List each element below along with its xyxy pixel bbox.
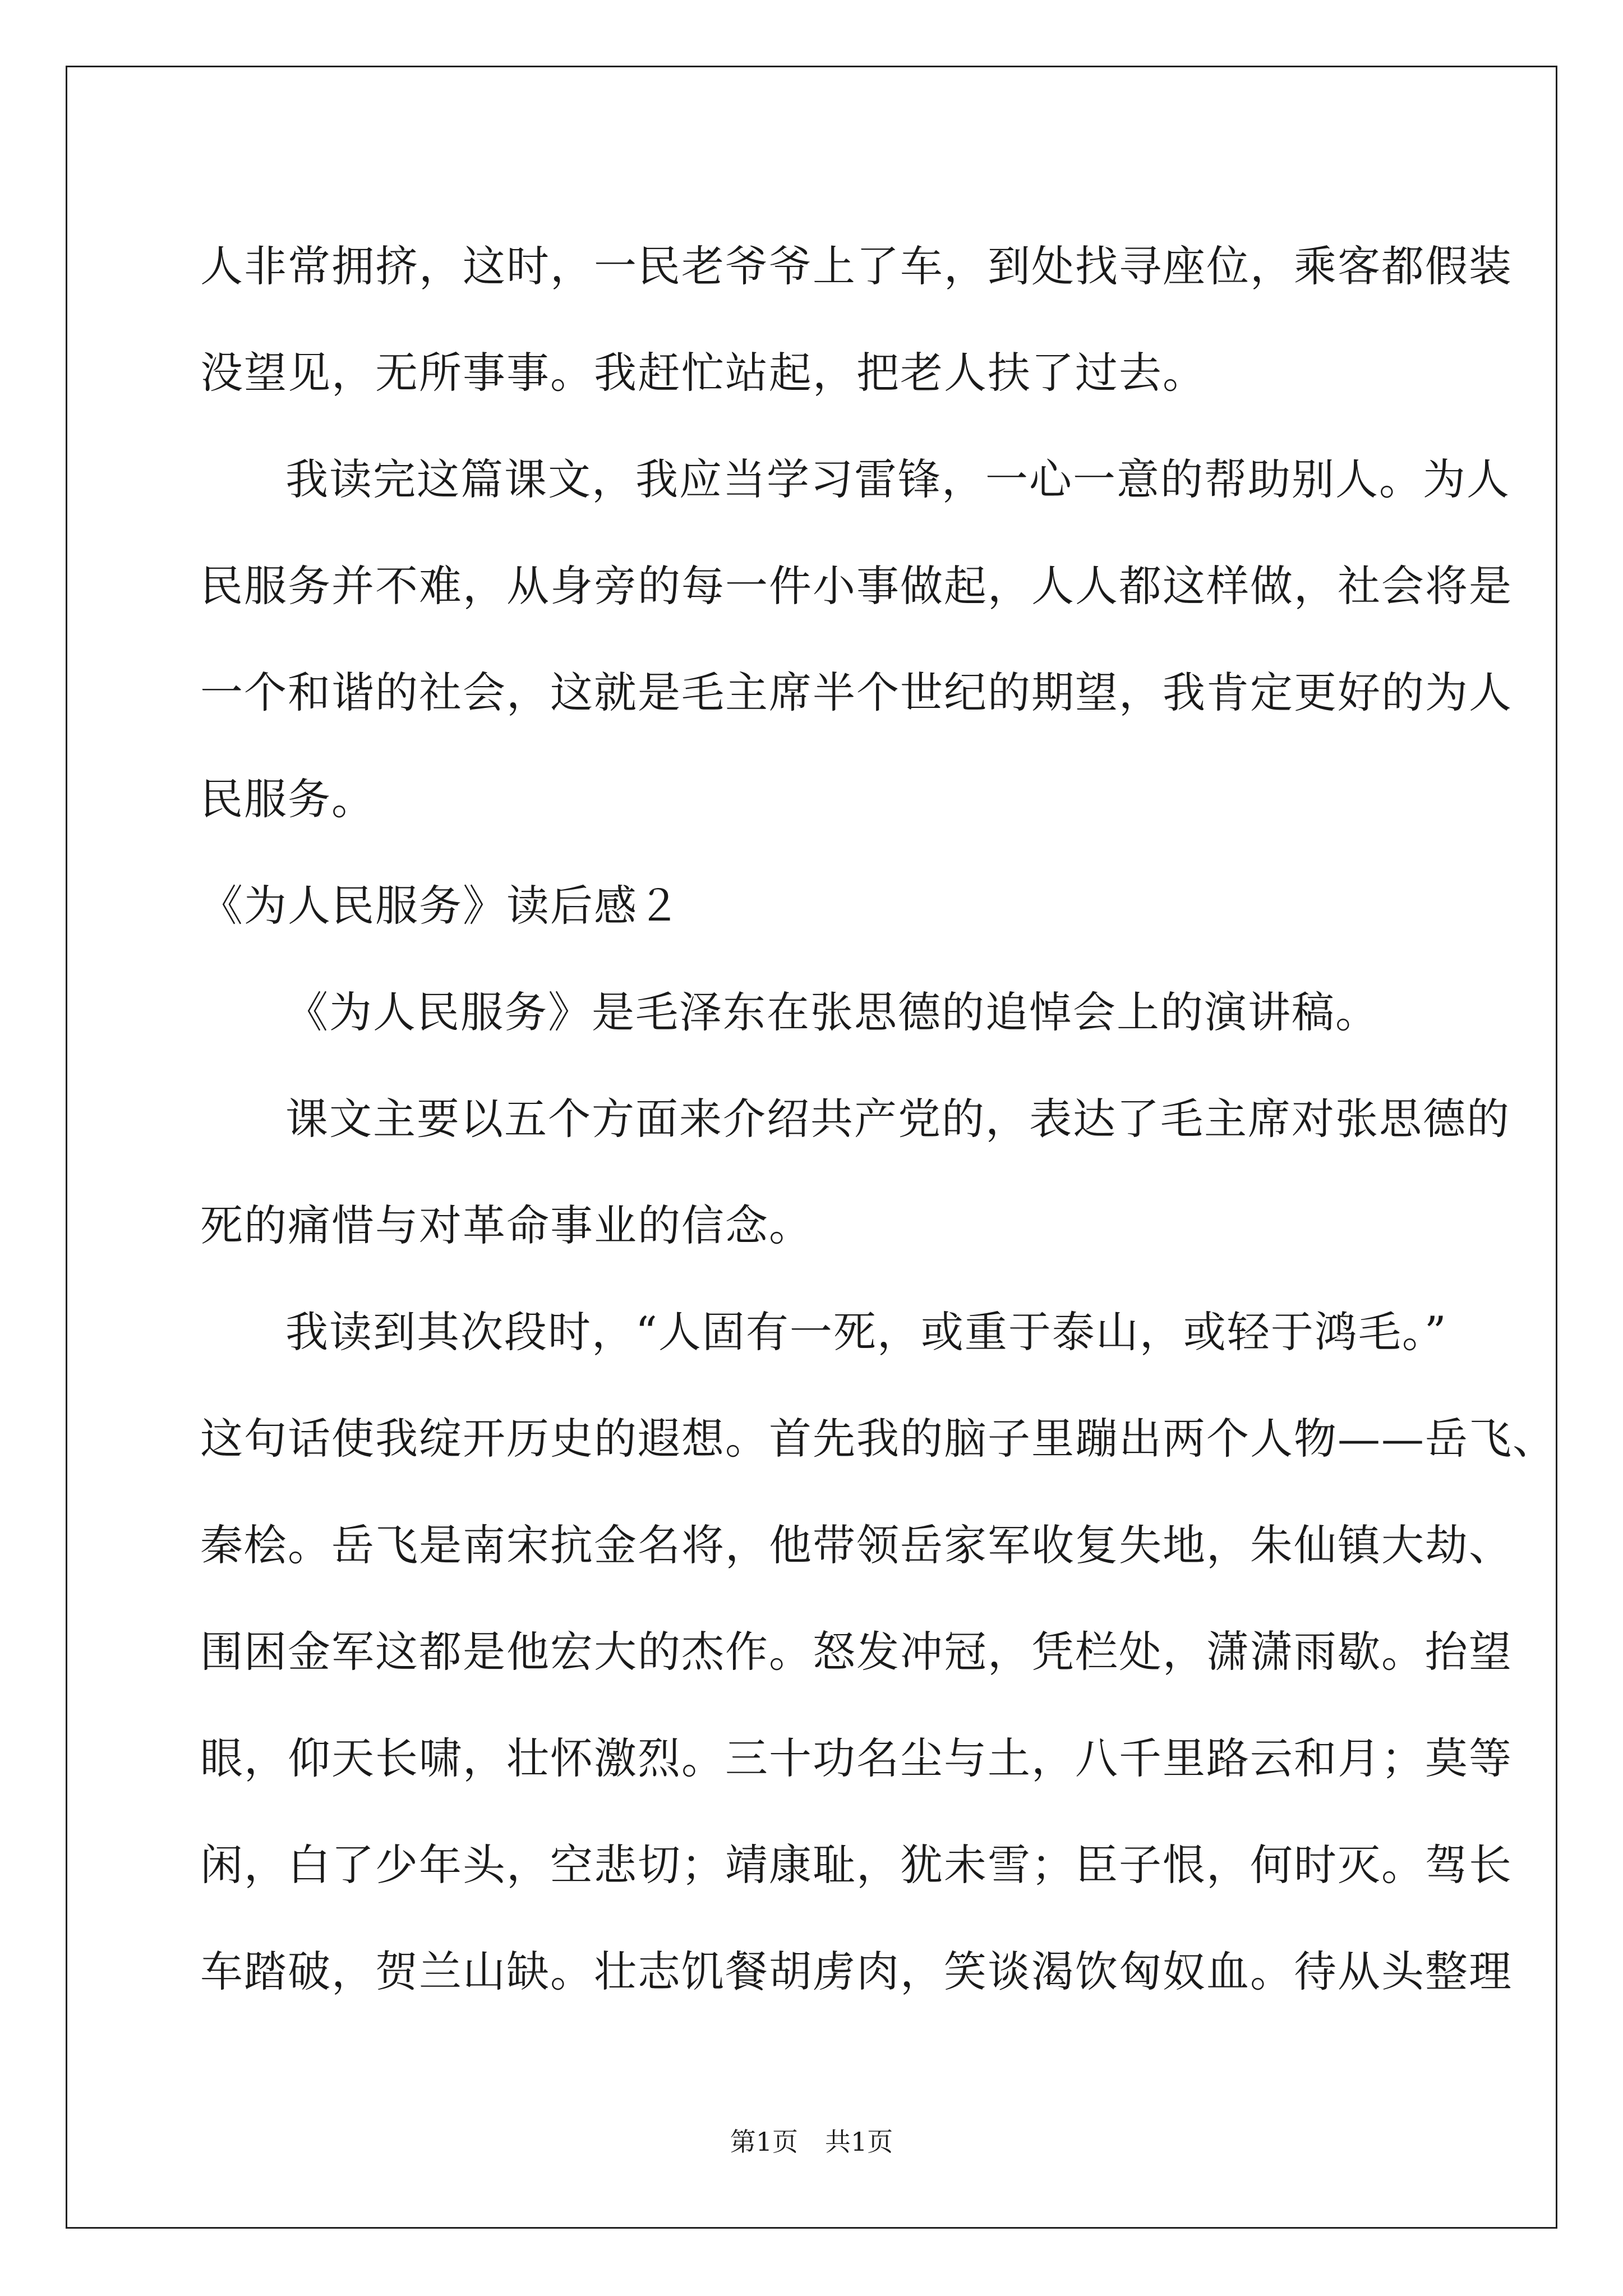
text-line: 没望见，无所事事。我赶忙站起，把老人扶了过去。	[200, 348, 1206, 398]
text-line: 闲，白了少年头，空悲切；靖康耻，犹未雪；臣子恨，何时灭。驾长	[200, 1840, 1513, 1890]
document-body	[200, 213, 1556, 2025]
text-line: 车踏破，贺兰山缺。壮志饥餐胡虏肉，笑谈渴饮匈奴血。待从头整理	[200, 1947, 1513, 1996]
page-total: 共1页	[825, 2127, 893, 2157]
text-line: 一个和谐的社会，这就是毛主席半个世纪的期望，我肯定更好的为人	[200, 668, 1513, 717]
text-line: 围困金军这都是他宏大的杰作。怒发冲冠，凭栏处，潇潇雨歇。抬望	[200, 1627, 1513, 1677]
text-line: 《为人民服务》是毛泽东在张思德的追悼会上的演讲稿。	[285, 987, 1379, 1037]
page-footer	[0, 2125, 1623, 2159]
text-line: 人非常拥挤，这时，一民老爷爷上了车，到处找寻座位，乘客都假装	[200, 241, 1513, 291]
text-line: 这句话使我绽开历史的遐想。首先我的脑子里蹦出两个人物——岳飞、	[200, 1414, 1556, 1464]
text-line: 死的痛惜与对革命事业的信念。	[200, 1200, 813, 1250]
section-heading: 《为人民服务》读后感２	[200, 881, 681, 931]
text-line: 民服务并不难，从身旁的每一件小事做起，人人都这样做，社会将是	[200, 561, 1513, 611]
text-line: 民服务。	[200, 774, 375, 824]
text-line: 我读完这篇课文，我应当学习雷锋，一心一意的帮助别人。为人	[285, 454, 1510, 504]
page-number: 第1页	[730, 2127, 798, 2157]
text-line: 秦桧。岳飞是南宋抗金名将，他带领岳家军收复失地，朱仙镇大劫、	[200, 1520, 1513, 1570]
text-line: 课文主要以五个方面来介绍共产党的，表达了毛主席对张思德的	[285, 1094, 1510, 1144]
text-line: 我读到其次段时，“人固有一死，或重于泰山，或轻于鸿毛。”	[285, 1307, 1447, 1357]
text-line: 眼，仰天长啸，壮怀激烈。三十功名尘与土，八千里路云和月；莫等	[200, 1733, 1513, 1783]
